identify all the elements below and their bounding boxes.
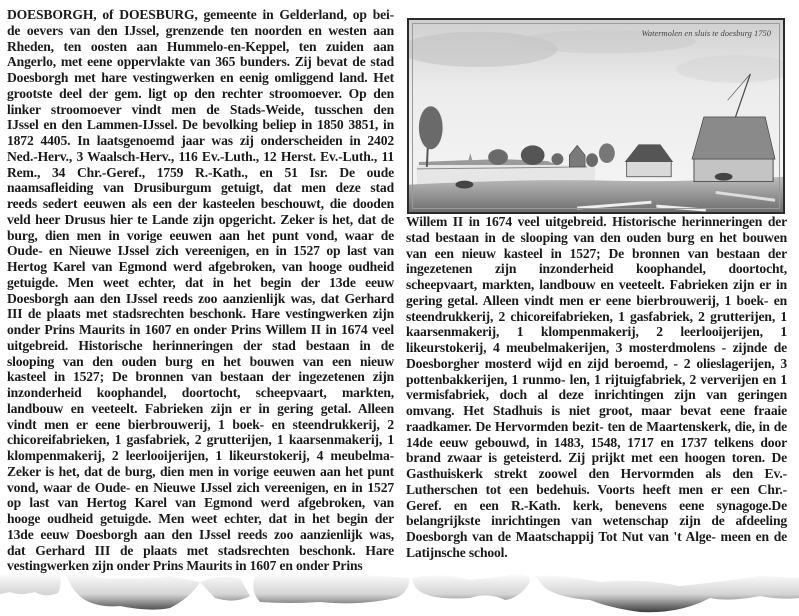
text-line: IJssel en den Lammen-IJssel. De bevolking beliep in 1850 3851, in <box>7 117 394 133</box>
text-line: steendrukkerij, 2 chicoreifabrieken, 1 gasfabriek, 2 grutterijen, 1 <box>406 308 787 324</box>
text-line: Gasthuiskerk strekt zoowel den Hervormden als den Ev.- <box>406 466 787 481</box>
text-line: Geref. en een R.-Kath. kerk, benevens eene synagoge.De <box>406 497 787 513</box>
text-line: uitgebreid. Historische herinneringen der stad bestaan in de <box>7 337 394 353</box>
text-line: burg, dien men in vorige eeuwen aan het punt vond, waar de <box>7 227 394 243</box>
text-line: naamsafleiding van Drusiburgum getuigt, dat men deze stad <box>7 180 394 196</box>
text-line: 13de eeuw Doesborgh aan den IJssel reeds zoo aanzienlijk was, <box>7 526 394 542</box>
text-line: vond, waar de Oude- en Nieuwe IJssel zich vereenigen, en in 1527 <box>7 479 394 495</box>
torn-edge-shape <box>0 572 799 612</box>
text-line: landbouw en veeteelt. Fabrieken zijn er in gering getal. Alleen <box>7 400 394 416</box>
text-line: kaarsenmakerij, 1 klompenmakerij, 2 leerlooijerijen, 1 <box>406 324 787 340</box>
text-line: de oevers van den IJssel, grenzende ten noorden en westen aan <box>7 22 394 38</box>
left-text-column <box>7 7 394 574</box>
text-line: Zeker is het, dat de burg, dien men in vorige eeuwen aan het punt <box>7 463 394 479</box>
text-line: dat Gerhard III de plaats met stadsrechten beschonk. Hare <box>7 542 394 558</box>
text-line: Oude- en Nieuwe IJssel zich vereenigen, en in 1527 op last van <box>7 243 394 259</box>
text-line: vestingwerken zijn onder Prins Maurits in 1607 en onder Prins <box>7 558 363 574</box>
barn-roof <box>692 117 775 159</box>
text-line: op last van Hertog Karel van Egmond werd afgebroken, van <box>7 495 394 511</box>
tree-crown <box>419 106 443 149</box>
text-line: ingezetenen zijn inzonderheid koophandel, doortocht, <box>406 261 787 277</box>
text-line: omvang. Het Stadhuis is niet groot, maar bevat eene fraaie <box>406 403 787 418</box>
right-text-column <box>406 214 787 561</box>
text-line: chicoreifabrieken, 1 gasfabriek, 2 grutterijen, 1 kaarsenmakerij, 1 <box>7 432 394 448</box>
text-line: Rem., 34 Chr.-Geref., 1759 R.-Kath., en 51 Isr. De oude <box>7 164 394 180</box>
text-line: van een nieuw kasteel in 1527; De bronnen van bestaan der <box>406 245 787 261</box>
horse <box>715 173 733 181</box>
tree <box>551 153 563 165</box>
text-line: scheepvaart, markten, landbouw en veeteelt. Fabrieken zijn er in <box>406 277 787 292</box>
text-line: getuigde. Men weet echter, dat in het begin der 13de eeuw <box>7 274 394 290</box>
text-line: 1872 4405. In laatsgenoemd jaar was zij onderscheiden in 2402 <box>7 133 394 148</box>
text-line: hooge oudheid getuigde. Men weet echter, dat in het begin der <box>7 511 394 526</box>
text-line: Lutherschen tot een bedehuis. Voorts heeft men er een Chr.- <box>406 481 787 497</box>
text-line: grootste deel der gem. ligt op den rechter stroomoever. Op den <box>7 85 394 101</box>
text-line: reeds sedert eeuwen als een der kasteelen beschouwt, die dooden <box>7 196 394 211</box>
text-line: onder Prins Maurits in 1607 en onder Prins Willem II in 1674 veel <box>7 322 394 337</box>
tree <box>586 153 598 167</box>
text-line: III de plaats met stadsrechten beschonk. Hare vestingwerken zijn <box>7 306 394 322</box>
text-line: inzonderheid koophandel, doortocht, scheepvaart, markten, <box>7 385 394 400</box>
text-line: kasteel in 1527; De bronnen van bestaan der ingezetenen zijn <box>7 369 394 385</box>
text-line: klompenmakerij, 2 leerlooijerijen, 1 likeurstokerij, 4 meubelma- <box>7 448 394 463</box>
text-line: 14de eeuw gebouwd, in 1483, 1548, 1717 en 1737 telkens door <box>406 434 787 450</box>
text-line: Willem II in 1674 veel uitgebreid. Historische herinneringen der <box>406 214 787 229</box>
tree <box>599 143 615 163</box>
text-line: Doesborgh aan den IJssel reeds zoo aanzienlijk was, dat Gerhard <box>7 290 394 306</box>
tree <box>488 149 508 165</box>
horse <box>456 181 474 189</box>
tree <box>521 145 545 165</box>
figure-caption: Watermolen en sluis te doesburg 1750 <box>641 28 771 38</box>
text-line: Doesborgh van de Maatschappij Tot Nut van 't Alge- meen en de <box>406 529 787 544</box>
historical-engraving <box>407 18 785 214</box>
engraving-illustration <box>409 20 783 212</box>
text-line: pottenbakkerijen, 1 runmo- len, 1 rijtuigfabriek, 2 ververijen en 1 <box>406 371 787 387</box>
torn-paper-edge <box>0 568 799 616</box>
text-line: Latijnsche school. <box>406 544 508 560</box>
text-line: Doesborgh met hare vestingwerken en eenig omliggend land. Het <box>7 70 394 85</box>
text-line: gering getal. Alleen vindt men er eene bierbrouwerij, 1 boek- en <box>406 292 787 308</box>
text-line: Rheden, ten oosten aan Hummelo-en-Keppel, ten zuiden aan <box>7 38 394 54</box>
text-line: vermisfabriek, doch al deze inrichtingen zijn van geringen <box>406 387 787 403</box>
text-line: Doesborgher mosterd wijd en zijd beroemd, - 2 olieslagerijen, 3 <box>406 355 787 371</box>
text-line: likeurstokerij, 4 meubelmakerijen, 3 mosterdmolens - zijnde de <box>406 340 787 355</box>
text-line: belangrijkste inrichtingen van wetenschap zijn de afdeeling <box>406 513 787 529</box>
text-line: raadkamer. De Hervormden bezit- ten de Maartenskerk, die, in de <box>406 418 787 434</box>
text-line: linker stroomoever vindt men de Stads-Weide, tusschen den <box>7 101 394 117</box>
text-line: stad bestaan in de slooping van den ouden burg en het bouwen <box>406 229 787 245</box>
text-line: DOESBORGH, of DOESBURG, gemeente in Gelderland, op bei- <box>7 7 394 22</box>
text-line: brand zwaar is geteisterd. Zij prijkt met een hoogen toren. De <box>406 450 787 466</box>
text-line: vindt men er eene bierbrouwerij, 1 boek- en steendrukkerij, 2 <box>7 416 394 432</box>
text-line: Hertog Karel van Egmond werd afgebroken, van hooge oudheid <box>7 259 394 274</box>
text-line: Angerlo, met eene oppervlakte van 365 bunders. Zij bevat de stad <box>7 54 394 70</box>
text-line: veld heer Drusus hier te Lande zijn opgericht. Zeker is het, dat de <box>7 211 394 227</box>
text-line: slooping van den ouden burg en het bouwen van een nieuw <box>7 353 394 369</box>
text-line: Ned.-Herv., 3 Waalsch-Herv., 116 Ev.-Luth., 12 Herst. Ev.-Luth., 11 <box>7 148 394 164</box>
